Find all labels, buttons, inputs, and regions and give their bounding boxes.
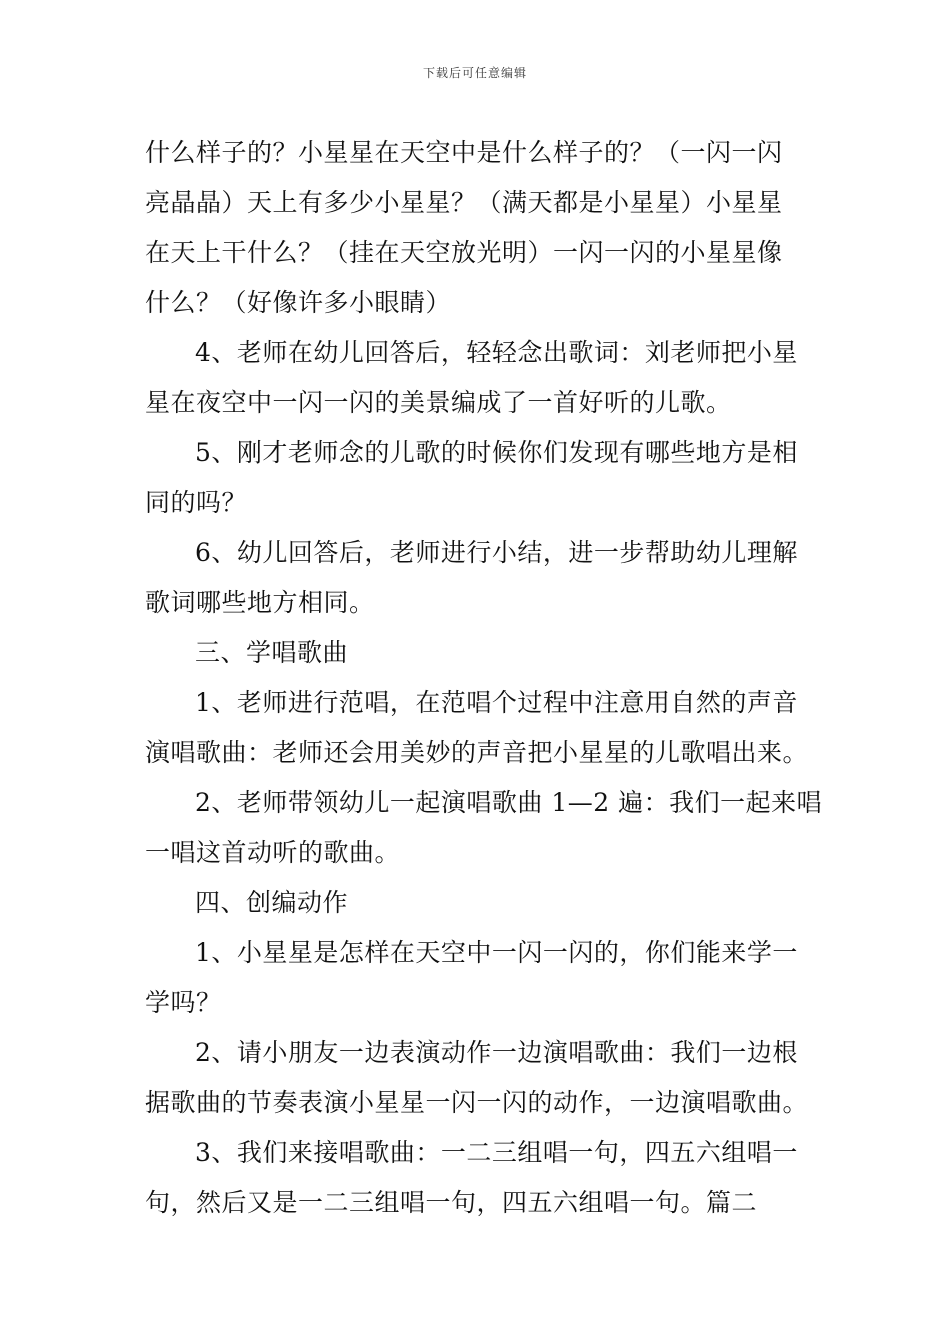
paragraph-start-line: 3、我们来接唱歌曲：一二三组唱一句，四五六组唱一: [195, 1138, 798, 1167]
section-heading: 四、创编动作: [195, 888, 349, 917]
text-line: 在天上干什么？（挂在天空放光明）一闪一闪的小星星像: [145, 238, 783, 267]
text-line: 星在夜空中一闪一闪的美景编成了一首好听的儿歌。: [145, 388, 732, 417]
text-line: 同的吗？: [145, 488, 248, 517]
paragraph-start-line: 5、刚才老师念的儿歌的时候你们发现有哪些地方是相: [195, 438, 798, 467]
paragraph-start-line: 4、老师在幼儿回答后，轻轻念出歌词：刘老师把小星: [195, 338, 798, 367]
text-line: 歌词哪些地方相同。: [145, 588, 375, 617]
page-header: 下载后可任意编辑: [422, 66, 527, 80]
section-heading: 三、学唱歌曲: [195, 638, 349, 667]
text-line: 句，然后又是一二三组唱一句，四五六组唱一句。篇二: [145, 1188, 758, 1217]
document-body: [145, 128, 823, 1228]
text-line: 什么样子的？小星星在天空中是什么样子的？（一闪一闪: [145, 138, 783, 167]
text-line: 一唱这首动听的歌曲。: [145, 838, 401, 867]
paragraph-start-line: 2、请小朋友一边表演动作一边演唱歌曲：我们一边根: [195, 1038, 798, 1067]
paragraph-start-line: 6、幼儿回答后，老师进行小结，进一步帮助幼儿理解: [195, 538, 798, 567]
paragraph-start-line: 1、老师进行范唱，在范唱个过程中注意用自然的声音: [195, 688, 798, 717]
text-line: 什么？（好像许多小眼睛）: [145, 288, 452, 317]
paragraph-start-line: 2、老师带领幼儿一起演唱歌曲 1—2 遍：我们一起来唱: [195, 788, 823, 817]
text-line: 据歌曲的节奏表演小星星一闪一闪的动作，一边演唱歌曲。: [145, 1088, 809, 1117]
text-line: 亮晶晶）天上有多少小星星？（满天都是小星星）小星星: [145, 188, 783, 217]
text-line: 演唱歌曲：老师还会用美妙的声音把小星星的儿歌唱出来。: [145, 738, 809, 767]
text-line: 学吗？: [145, 988, 222, 1017]
paragraph-start-line: 1、小星星是怎样在天空中一闪一闪的，你们能来学一: [195, 938, 798, 967]
